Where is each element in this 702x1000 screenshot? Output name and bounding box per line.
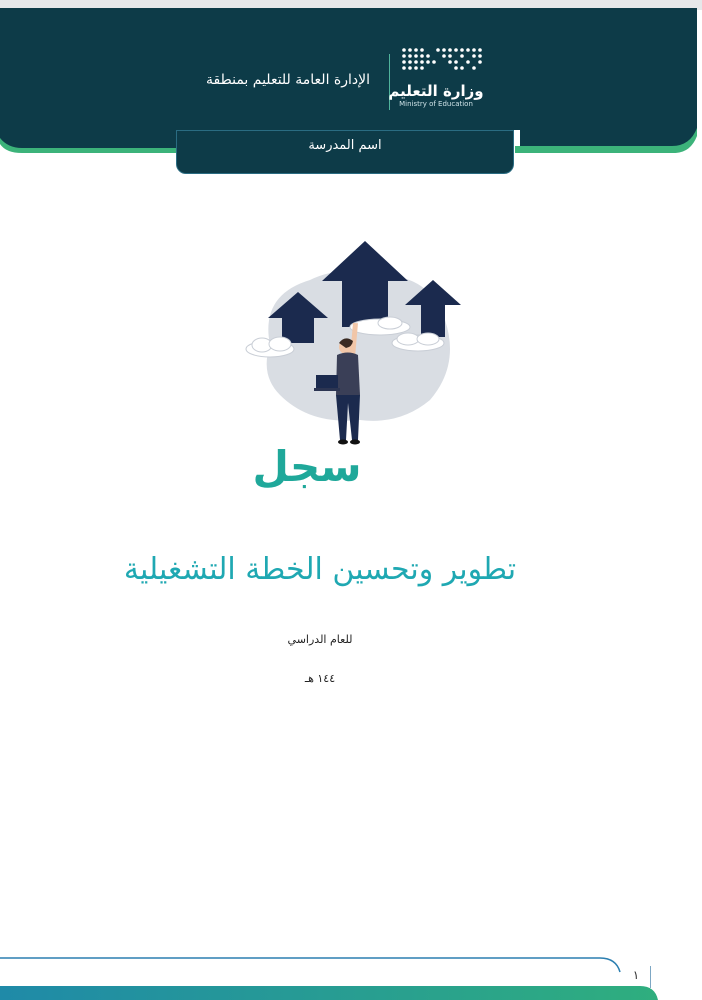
ministry-name-en: Ministry of Education — [399, 100, 473, 108]
ministry-name-ar: وزارة التعليم — [388, 82, 484, 100]
school-name-label: اسم المدرسة — [308, 138, 382, 153]
directorate-title: الإدارة العامة للتعليم بمنطقة — [206, 72, 370, 88]
footer-band — [0, 952, 702, 1000]
growth-arrows-illustration — [240, 235, 465, 460]
document-title: تطوير وتحسين الخطة التشغيلية — [123, 552, 517, 587]
academic-year-label: للعام الدراسي — [287, 633, 353, 646]
school-name-box — [176, 130, 514, 174]
page-number: ١ — [632, 968, 640, 982]
academic-year-value: ١٤٤ هـ — [304, 672, 336, 685]
page-number-divider — [650, 966, 651, 988]
record-word: سجل — [252, 442, 362, 491]
